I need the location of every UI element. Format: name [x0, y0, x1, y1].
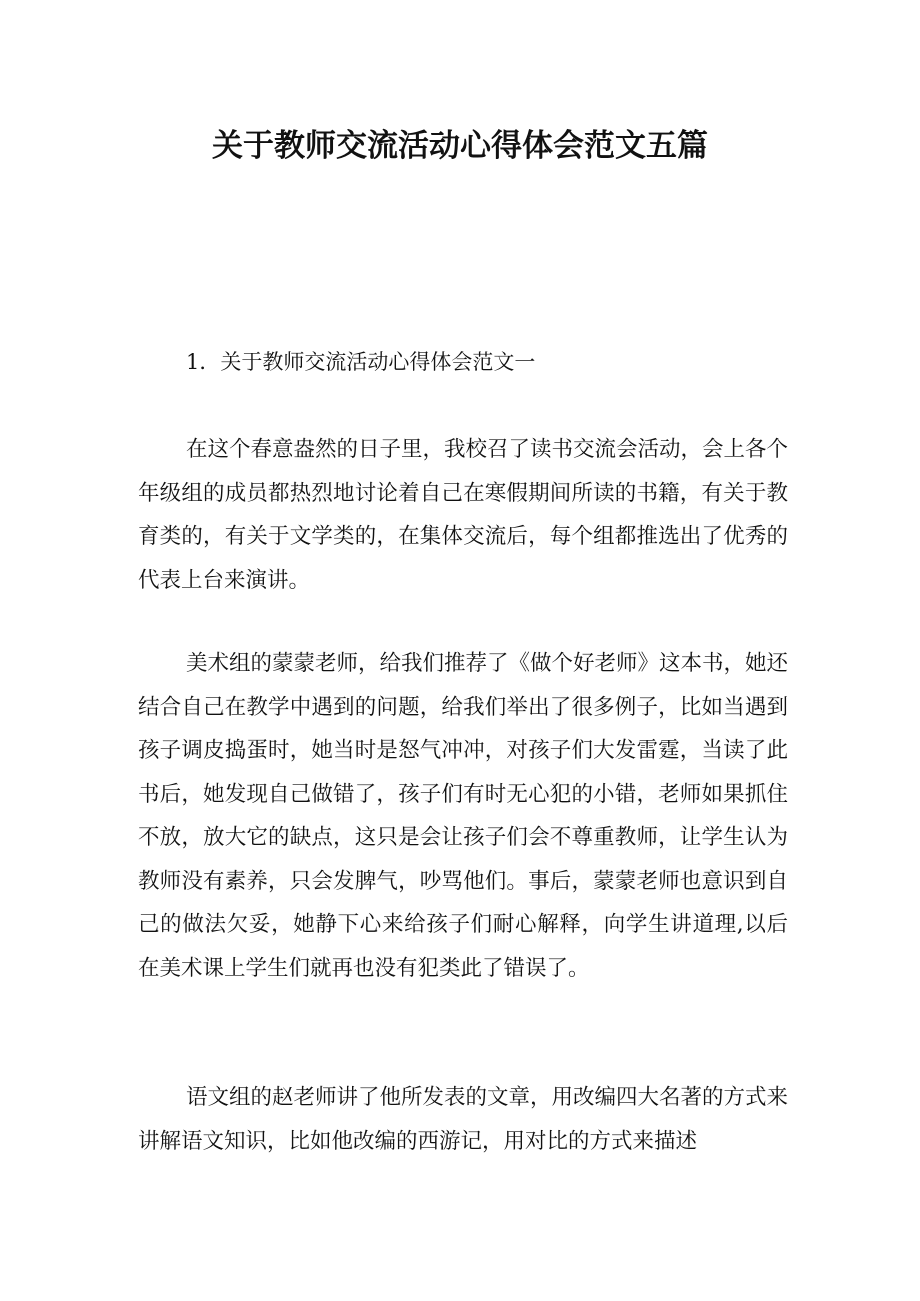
paragraph-2: 美术组的蒙蒙老师，给我们推荐了《做个好老师》这本书，她还结合自己在教学中遇到的问题，给我们举出了很多例子，比如当遇到孩子调皮捣蛋时，她当时是怒气冲冲，对孩子们大发雷霆，当读了此书后，她发现自己做错了，孩子们有时无心犯的小错，老师如果抓住不放，放大它的缺点，这只是会让孩子们会不尊重教师，让学生认为教师没有素养，只会发脾气，吵骂他们。事后，蒙蒙老师也意识到自己的做法欠妥，她静下心来给孩子们耐心解释，向学生讲道理,以后在美术课上学生们就再也没有犯类此了错误了。: [138, 651, 789, 981]
section-heading: 1．关于教师交流活动心得体会范文一: [186, 350, 536, 374]
paragraph-1: 在这个春意盎然的日子里，我校召了读书交流会活动，会上各个年级组的成员都热烈地讨论着自己在寒假期间所读的书籍，有关于教育类的，有关于文学类的，在集体交流后，每个组都推选出了优秀的代表上台来演讲。: [138, 437, 789, 593]
paragraph-3: 语文组的赵老师讲了他所发表的文章，用改编四大名著的方式来讲解语文知识，比如他改编的西游记，用对比的方式来描述: [138, 1085, 789, 1154]
document-title: 关于教师交流活动心得体会范文五篇: [212, 128, 708, 164]
